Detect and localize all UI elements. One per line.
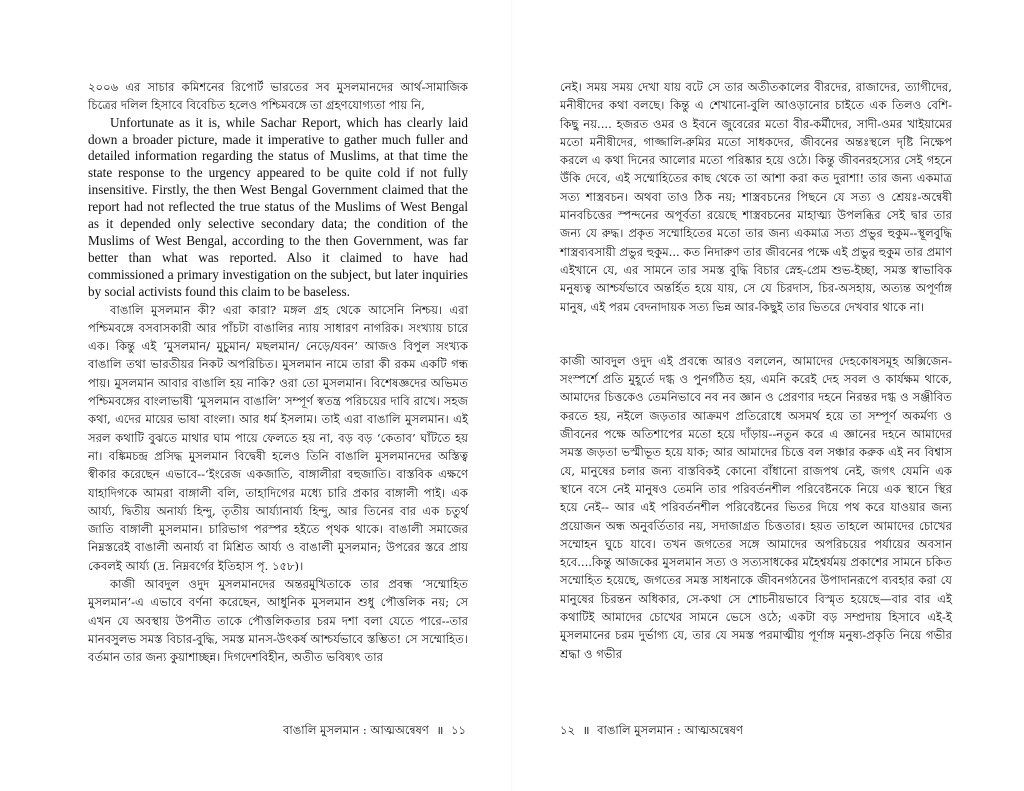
paragraph-gap [560, 316, 952, 352]
paragraph-continued: নেই। সময় সময় দেখা যায় বটে সে তার অতীতকালের বীরদের, রাজাদের, ত্যাগীদের, মনীষীদের কথা বলছে। কিন্তু এ শেখানো-বুলি আওড়ানোর চাইতে এক তিলও বেশি-কিছু নয়.... হজরত ওমর ও ইবনে জুবেরের মতো বীর-কর্মীদের, সাদী-ওমর খাইয়ামের মতো মনীষীদের, গাজ্জালি-রুমির মতো সাধকদের, জীবনের অন্তঃস্থলে দৃষ্টি নিক্ষেপ করলে এ কথা দিনের আলোর মতো পরিষ্কার হয়ে ওঠে। কিন্তু জীবনরহস্যের সেই গহনে উঁকি দেবে, এই সম্মোহিতের কাছ থেকে তা আশা করা কত দুরাশা! তার জন্য একমাত্র সত্য শাস্ত্রবচন। অথবা তাও ঠিক নয়; শাস্ত্রবচনের পিছনে যে সত্য ও শ্রেয়ঃ-অন্বেষী মানবচিত্তের স্পন্দনের অপূর্বতা রয়েছে শাস্ত্রবচনের মাহাত্ম্য উপলব্ধির সেই দ্বার তার জন্য যে রুদ্ধ। প্রকৃত সম্মোহিতের মতো তার জন্য একমাত্র সত্য প্রভুর হুকুম--স্থূলবুদ্ধি শাস্ত্রব্যবসায়ী প্রভুর হুকুম... কত নিদারুণ তার জীবনের পক্ষে এই প্রভুর হুকুম তার প্রমাণ এইখানে যে, এর সামনে তার সমস্ত বুদ্ধি বিচার স্নেহ-প্রেম শুভ-ইচ্ছা, সমস্ত স্বাভাবিক মনুষ্যত্ব আশ্চর্যভাবে অন্তর্হিত হয়ে যায়, সে যে চিরদাস, চির-অসহায়, অত্যন্ত অপূর্ণাঙ্গ মানুষ, এই পরম বেদনাদায়ক সত্য ভিন্ন আর-কিছুই তার ভিতরে দেখবার থাকে না। [560, 80, 952, 314]
right-page-text-column [560, 78, 952, 663]
paragraph-english-quote: Unfortunate as it is, while Sachar Report, which has clearly laid down a broader picture, made it imperative to gather much fuller and detailed information regarding the status of Muslims, at that time the state response to the urgency appeared to be quite cold if not fully insensitive. Firstly, the then West Bengal Government claimed that the report had not reflected the true status of the Muslims of West Bengal as it depended only selective secondary data; the condition of the Muslims of West Bengal, according to the then Government, was far better than what was reported. Also it claimed to have had commissioned a primary investigation on the subject, but later inquiries by social activists found this claim to be baseless. [88, 114, 468, 299]
running-title: বাঙালি মুসলমান : আত্মঅন্বেষণ [597, 723, 743, 737]
footer-separator: ॥ [582, 723, 590, 737]
running-title: বাঙালি মুসলমান : আত্মঅন্বেষণ [283, 723, 429, 737]
page-number: ১২ [560, 723, 575, 737]
paragraph-odud-essay: কাজী আবদুল ওদুদ এই প্রবন্ধে আরও বললেন, আমাদের দেহকোষসমূহ অক্সিজেন-সংস্পর্শে প্রতি মুহূর্তে দগ্ধ ও পুনর্গঠিত হয়, এমনি করেই দেহ সবল ও কার্যক্ষম থাকে, আমাদের চিত্তকেও তেমনিভাবে নব নব জ্ঞান ও প্রেরণার দহনে নিরন্তর দগ্ধ ও সঞ্জীবিত করতে হয়, নইলে জড়তার আক্রমণ প্রতিরোধে অসমর্থ হয়ে তা সম্পূর্ণ অকর্মণ্য ও জীবনের পক্ষে অতিশাপের মতো হয়ে দাঁড়ায়--নতুন করে এ জ্ঞানের দহনে আমাদের সমস্ত জড়তা ভস্মীভূত হয়ে যাক; আর আমাদের চিত্তে বল সঞ্চার করুক এই নব বিশ্বাস যে, মানুষের চলার জন্য বাস্তবিকই কোনো বাঁধানো রাজপথ নেই, জগৎ যেমনি এক স্থানে বসে নেই মানুষও তেমনি তার পরিবর্তনশীল পরিবেষ্টনকে নিয়ে এক স্থানে স্থির হয়ে নেই-- আর এই পরিবর্তনশীল পরিবেষ্টনের ভিতর দিয়ে পথ করে যাওয়ার জন্য প্রয়োজন অন্ধ অনুবর্তিতার নয়, সদাজাগ্রত চিত্ততার। হয়ত তাহলে আমাদের চোখের সম্মোহন ঘুচে যাবে। তখন জগতের সঙ্গে আমাদের অপরিচয়ের পর্যায়ের অবসান হবে....কিন্তু আজকের মুসলমান সত্য ও সত্যসাধকের মহৈশ্বর্যময় প্রকাশের সামনে চকিত সম্মোহিত হয়েছে, জগতের সমস্ত সাধনাকে জীবনগঠনের উপাদানরূপে ব্যবহার করা যে মানুষের চিরন্তন অধিকার, সে-কথা সে শোচনীয়ভাবে বিস্মৃত হয়েছে—বার বার এই কথাটিই আমাদের চোখের সামনে ভেসে ওঠে; একটা বড় সম্প্রদায় হিসাবে এই-ই মুসলমানের চরম দুর্ভাগ্য যে, তার যে সমস্ত পরমাত্মীয় পূর্ণাঙ্গ মনুষ্য-প্রকৃতি নিয়ে গভীর শ্রদ্ধা ও গভীর [560, 353, 952, 661]
page-number: ১১ [451, 723, 466, 737]
left-page-text-column [88, 78, 468, 667]
left-page-footer [283, 722, 466, 741]
paragraph-sachar-intro: ২০০৬ এর সাচার কমিশনের রিপোর্ট ভারতের সব মুসলমানদের আর্থ-সামাজিক চিত্রের দলিল হিসাবে বিবেচিত হলেও পশ্চিমবঙ্গে তা গ্রহণযোগ্যতা পায় নি, [88, 80, 468, 113]
right-page-footer [560, 722, 743, 741]
paragraph-bengali-muslim: বাঙালি মুসলমান কী? এরা কারা? মঙ্গল গ্রহ থেকে আসেনি নিশ্চয়। এরা পশ্চিমবঙ্গে বসবাসকারী আর পাঁচটা বাঙালির ন্যায় সাধারণ নাগরিক। সংখ্যায় চারে এক। কিন্তু এই ‘মুসলমান/ মুচুমান/ মছলমান/ নেড়ে/যবন’ আজও বিপুল সংখ্যক বাঙালি তথা ভারতীয়র নিকট অপরিচিত। মুসলমান নামে তারা কী রকম একটি গন্ধ পায়। মুসলমান আবার বাঙালি হয় নাকি? ওরা তো মুসলমান। বিশেষজ্ঞদের অভিমত পশ্চিমবঙ্গের বাংলাভাষী ‘মুসলমান বাঙালি’ সম্পূর্ণ স্বতন্ত্র পরিচয়ের দাবি রাখে। সহজ কথা, এদের মায়ের ভাষা বাংলা। আর ধর্ম ইসলাম। তাই এরা বাঙালি মুসলমান। এই সরল কথাটি বুঝতে মাথার ঘাম পায়ে ফেলতে হয় না, বড় বড় ‘কেতাব’ ঘাঁটতে হয় না। বঙ্কিমচন্দ্র প্রসিদ্ধ মুসলমান বিদ্বেষী হলেও তিনি বাঙালি মুসলমানদের অস্তিত্ব স্বীকার করেছেন এভাবে--‘ইংরেজ একজাতি, বাঙ্গালীরা বহুজাতি। বাস্তবিক এক্ষণে যাহাদিগকে আমরা বাঙ্গালী বলি, তাহাদিগের মধ্যে চারি প্রকার বাঙ্গালী পাই। এক আর্য্য, দ্বিতীয় অনার্য্য হিন্দু, তৃতীয় আর্য্যানার্য্য হিন্দু, আর তিনের বার এক চতুর্থ জাতি বাঙ্গালী মুসলমান। চারিভাগ পরস্পর হইতে পৃথক থাকে। বাঙালী সমাজের নিম্নস্তরেই বাঙালী অনার্য্য বা মিশ্রিত আর্য্য ও বাঙালী মুসলমান; উপরের স্তরে প্রায় কেবলই আর্য্য (দ্র. নিম্নবর্গের ইতিহাস পৃ. ১৫৮)। [88, 302, 468, 573]
footer-separator: ॥ [436, 723, 444, 737]
right-page [512, 0, 1024, 791]
paragraph-kazi-odud: কাজী আবদুল ওদুদ মুসলমানদের অন্তরমুখিতাকে তার প্রবন্ধ ‘সম্মোহিত মুসলমান’-এ এভাবে বর্ণনা করেছেন, আধুনিক মুসলমান শুধু পৌত্তলিক নয়; সে এখন যে অবস্থায় উপনীত তাকে পৌত্তলিকতার চরম দশা বলা যেতে পারে--তার মানবসুলভ সমস্ত বিচার-বুদ্ধি, সমস্ত মানস-উৎকর্ষ আশ্চর্যভাবে স্তম্ভিত! সে সম্মোহিত। বর্তমান তার জন্য কুয়াশাচ্ছন্ন। দিগদেশবিহীন, অতীত ভবিষ্যৎ তার [88, 577, 468, 665]
